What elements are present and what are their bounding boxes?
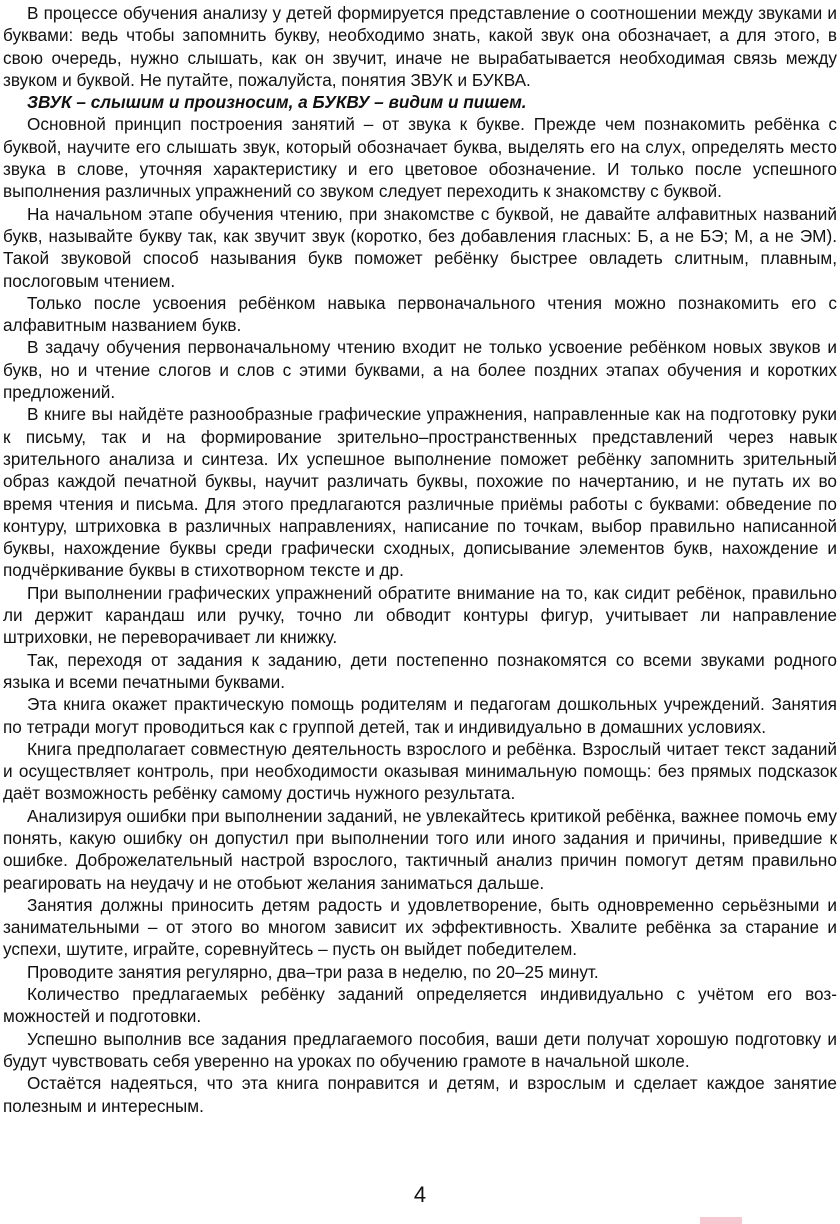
paragraph: Успешно выполнив все задания предлагаемого пособия, ваши дети получат хорошую подготовку и будут чувствовать себя уверенно на уроках по обучению грамоте в начальной школе.: [3, 1028, 837, 1071]
paragraph: Только после усвоения ребёнком навыка первоначального чтения можно познакомить его с алфавитным названием букв.: [3, 292, 837, 336]
paragraph: На начальном этапе обучения чтению, при знакомстве с буквой, не давайте алфавитных названий букв, называйте букву так, как звучит звук (коротко, без добавления гласных: Б, а не БЭ; М, а не ЭМ). Такой звуковой способ называния букв поможет ребёнку быстрее овладеть слитным, плавным, послоговым чтением.: [3, 203, 837, 291]
document-body: [3, 2, 837, 1117]
paragraph: В книге вы найдёте разнообразные графические упражнения, направленные как на подготовку руки к письму, так и на формирование зрительно–пространственных представлений через навык зрительного анализа и синтеза. Их успешное выполнение поможет ребёнку запомнить зрительный образ каждой печатной буквы, научит различать буквы, похожие по начертанию, и не путать их во время чтения и письма. Для этого предлагаются различные приёмы работы с буквами: обведение по контуру, штриховка в различных направлениях, написание по точкам, выбор правильно написанной буквы, нахождение буквы среди графически сходных, дописывание элементов букв, нахождение и подчёркивание буквы в стихотворном тексте и др.: [3, 404, 837, 581]
paragraph: Основной принцип построения занятий – от звука к букве. Прежде чем познакомить ребёнка с буквой, научите его слышать звук, который обозначает буква, выделять его на слух, определять место звука в слове, уточняя характеристику и его цветовое обозначение. И только после успешного выполнения различных упражнений со звуком следует переходить к знакомству с буквой.: [3, 114, 837, 202]
paragraph: Остаётся надеяться, что эта книга понравится и детям, и взрослым и сделает каждое занятие полезным и интересным.: [3, 1073, 837, 1116]
paragraph: В процессе обучения анализу у детей формируется представление о соотношении между звуками и буквами: ведь чтобы запомнить букву, необходимо знать, какой звук она обозначает, а для этого, в свою очередь, нужно слышать, как он звучит, иначе не вырабатывается необходимая связь между звуком и буквой. Не путайте, пожалуйста, понятия ЗВУК и БУКВА.: [3, 3, 837, 90]
emphasized-statement: ЗВУК – слышим и произносим, а БУКВУ – видим и пишем.: [27, 92, 527, 113]
corner-color-mark: [700, 1217, 742, 1224]
paragraph: Занятия должны приносить детям радость и удовлетворение, быть одновременно серьёзными и занимательными – от этого во многом зависит их эффективность. Хвалите ребёнка за старание и успехи, шутите, играйте, соревнуйтесь – пусть он выйдет победителем.: [3, 894, 837, 960]
paragraph: Книга предполагает совместную деятельность взрослого и ребёнка. Взрослый читает текст заданий и осуществляет контроль, при необходимости оказывая минимальную помощь: без прямых подсказок даёт возможность ребёнку самому достичь нужного результата.: [3, 738, 837, 804]
paragraph: В задачу обучения первоначальному чтению входит не только усвоение ребёнком новых звуков и букв, но и чтение слогов и слов с этими буквами, а на более поздних этапах обучения и коротких предложений.: [3, 337, 837, 403]
paragraph: Эта книга окажет практическую помощь родителям и педагогам дошкольных учреждений. Занятия по тетради могут проводиться как с группой детей, так и индивидуально в домашних условиях.: [3, 694, 837, 737]
page-number: 4: [413, 1182, 427, 1207]
paragraph: Анализируя ошибки при выполнении заданий, не увлекайтесь критикой ребёнка, важнее помочь ему понять, какую ошибку он допустил при выполнении того или иного задания и причины, приведшие к ошибке. Доброжелательный настрой взрослого, тактичный анализ причин помогут детям правильно реагировать на неудачу и не отобьют желания заниматься дальше.: [3, 805, 837, 893]
paragraph: При выполнении графических упражнений обратите внимание на то, как сидит ребёнок, правильно ли держит карандаш или ручку, точно ли обводит контуры фигур, учитывает ли направление штриховки, не переворачивает ли книжку.: [3, 582, 837, 648]
paragraph: Проводите занятия регулярно, два–три раза в неделю, по 20–25 минут.: [27, 961, 599, 982]
paragraph: Количество предлагаемых ребёнку заданий определяется индивидуально с учётом его возможностей и подготовки.: [3, 984, 837, 1027]
paragraph: Так, переходя от задания к заданию, дети постепенно познакомятся со всеми звуками родного языка и всеми печатными буквами.: [3, 649, 837, 692]
